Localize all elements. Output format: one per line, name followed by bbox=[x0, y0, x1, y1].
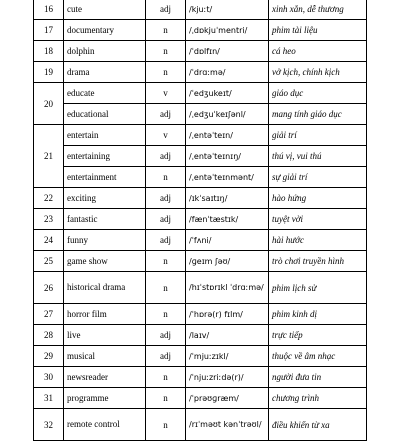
part-of-speech: n bbox=[146, 20, 186, 41]
meaning: thuộc về âm nhạc bbox=[269, 346, 367, 367]
part-of-speech: n bbox=[146, 272, 186, 304]
table-row bbox=[34, 304, 367, 325]
vocab-word: remote control bbox=[64, 409, 146, 441]
vocab-word: musical bbox=[64, 346, 146, 367]
row-number: 26 bbox=[34, 272, 64, 304]
table-row bbox=[34, 346, 367, 367]
table-row bbox=[34, 20, 367, 41]
meaning: phim tài liệu bbox=[269, 20, 367, 41]
vocab-word: fantastic bbox=[64, 209, 146, 230]
pronunciation: /ˈnjuːzriːdə(r)/ bbox=[186, 367, 269, 388]
pronunciation: /ˈdɒlfɪn/ bbox=[186, 41, 269, 62]
pronunciation: /ˈhɒrə(r) fɪlm/ bbox=[186, 304, 269, 325]
table-row bbox=[34, 272, 367, 304]
part-of-speech: adj bbox=[146, 188, 186, 209]
pronunciation: /rɪˈməʊt kənˈtrəʊl/ bbox=[186, 409, 269, 441]
row-number: 29 bbox=[34, 346, 64, 367]
row-number: 22 bbox=[34, 188, 64, 209]
meaning: phim kinh dị bbox=[269, 304, 367, 325]
pronunciation: /kjuːt/ bbox=[186, 0, 269, 20]
meaning: phim lịch sử bbox=[269, 272, 367, 304]
pronunciation: /ˌedʒuˈkeɪʃənl/ bbox=[186, 104, 269, 125]
table-row bbox=[34, 409, 367, 441]
table-row bbox=[34, 146, 367, 167]
row-number: 24 bbox=[34, 230, 64, 251]
pronunciation: /ˌdɒkjuˈmentri/ bbox=[186, 20, 269, 41]
row-number: 28 bbox=[34, 325, 64, 346]
meaning: mang tính giáo dục bbox=[269, 104, 367, 125]
pronunciation: /fænˈtæstɪk/ bbox=[186, 209, 269, 230]
table-row bbox=[34, 188, 367, 209]
row-number: 23 bbox=[34, 209, 64, 230]
row-number: 16 bbox=[34, 0, 64, 20]
vocab-word: cute bbox=[64, 0, 146, 20]
row-number: 31 bbox=[34, 388, 64, 409]
meaning: sự giải trí bbox=[269, 167, 367, 188]
meaning: giáo dục bbox=[269, 83, 367, 104]
part-of-speech: adj bbox=[146, 209, 186, 230]
part-of-speech: adj bbox=[146, 104, 186, 125]
row-number: 17 bbox=[34, 20, 64, 41]
table-row bbox=[34, 209, 367, 230]
vocab-word: dolphin bbox=[64, 41, 146, 62]
meaning: chương trình bbox=[269, 388, 367, 409]
table-row bbox=[34, 104, 367, 125]
row-number: 25 bbox=[34, 251, 64, 272]
pronunciation: /hɪˈstɒrɪkl ˈdrɑːmə/ bbox=[186, 272, 269, 304]
part-of-speech: n bbox=[146, 409, 186, 441]
pronunciation: /ɡeɪm ʃəʊ/ bbox=[186, 251, 269, 272]
part-of-speech: n bbox=[146, 41, 186, 62]
table-row bbox=[34, 251, 367, 272]
pronunciation: /ˌentəˈteɪnmənt/ bbox=[186, 167, 269, 188]
pronunciation: /ˌentəˈteɪnɪŋ/ bbox=[186, 146, 269, 167]
pronunciation: /ˈfʌni/ bbox=[186, 230, 269, 251]
vocab-word: drama bbox=[64, 62, 146, 83]
table-row bbox=[34, 83, 367, 104]
part-of-speech: v bbox=[146, 83, 186, 104]
meaning: hào hứng bbox=[269, 188, 367, 209]
pronunciation: /ɪkˈsaɪtɪŋ/ bbox=[186, 188, 269, 209]
table-row bbox=[34, 41, 367, 62]
vocab-word: live bbox=[64, 325, 146, 346]
meaning: trực tiếp bbox=[269, 325, 367, 346]
table-row bbox=[34, 388, 367, 409]
vocab-word: entertainment bbox=[64, 167, 146, 188]
part-of-speech: v bbox=[146, 125, 186, 146]
table-row bbox=[34, 167, 367, 188]
table-row bbox=[34, 125, 367, 146]
pronunciation: /ˈedʒukeɪt/ bbox=[186, 83, 269, 104]
vocab-word: entertain bbox=[64, 125, 146, 146]
part-of-speech: n bbox=[146, 251, 186, 272]
vocab-word: educate bbox=[64, 83, 146, 104]
row-number: 32 bbox=[34, 409, 64, 441]
row-number: 30 bbox=[34, 367, 64, 388]
vocab-word: educational bbox=[64, 104, 146, 125]
vocab-word: exciting bbox=[64, 188, 146, 209]
vocab-word: entertaining bbox=[64, 146, 146, 167]
part-of-speech: adj bbox=[146, 230, 186, 251]
part-of-speech: n bbox=[146, 367, 186, 388]
vocab-word: funny bbox=[64, 230, 146, 251]
meaning: vở kịch, chính kịch bbox=[269, 62, 367, 83]
pronunciation: /laɪv/ bbox=[186, 325, 269, 346]
pronunciation: /ˈmjuːzɪkl/ bbox=[186, 346, 269, 367]
part-of-speech: adj bbox=[146, 325, 186, 346]
part-of-speech: adj bbox=[146, 346, 186, 367]
row-number: 21 bbox=[34, 125, 64, 188]
part-of-speech: n bbox=[146, 388, 186, 409]
meaning: giải trí bbox=[269, 125, 367, 146]
meaning: tuyệt vời bbox=[269, 209, 367, 230]
vocabulary-table bbox=[33, 0, 367, 441]
vocab-word: game show bbox=[64, 251, 146, 272]
meaning: người đưa tin bbox=[269, 367, 367, 388]
row-number: 27 bbox=[34, 304, 64, 325]
table-row bbox=[34, 325, 367, 346]
meaning: trò chơi truyền hình bbox=[269, 251, 367, 272]
pronunciation: /ˌentəˈteɪn/ bbox=[186, 125, 269, 146]
part-of-speech: adj bbox=[146, 0, 186, 20]
meaning: hài hước bbox=[269, 230, 367, 251]
table-row bbox=[34, 0, 367, 20]
part-of-speech: n bbox=[146, 304, 186, 325]
row-number: 20 bbox=[34, 83, 64, 125]
vocab-word: newsreader bbox=[64, 367, 146, 388]
row-number: 19 bbox=[34, 62, 64, 83]
row-number: 18 bbox=[34, 41, 64, 62]
meaning: xinh xắn, dễ thương bbox=[269, 0, 367, 20]
meaning: cá heo bbox=[269, 41, 367, 62]
vocab-word: programme bbox=[64, 388, 146, 409]
part-of-speech: n bbox=[146, 62, 186, 83]
pronunciation: /ˈdrɑːmə/ bbox=[186, 62, 269, 83]
part-of-speech: n bbox=[146, 167, 186, 188]
vocabulary-table-body bbox=[34, 0, 367, 441]
vocab-word: horror film bbox=[64, 304, 146, 325]
vocab-word: historical drama bbox=[64, 272, 146, 304]
meaning: thú vị, vui thú bbox=[269, 146, 367, 167]
pronunciation: /ˈprəʊɡræm/ bbox=[186, 388, 269, 409]
table-row bbox=[34, 230, 367, 251]
table-row bbox=[34, 367, 367, 388]
part-of-speech: adj bbox=[146, 146, 186, 167]
vocab-word: documentary bbox=[64, 20, 146, 41]
meaning: điều khiển từ xa bbox=[269, 409, 367, 441]
table-row bbox=[34, 62, 367, 83]
